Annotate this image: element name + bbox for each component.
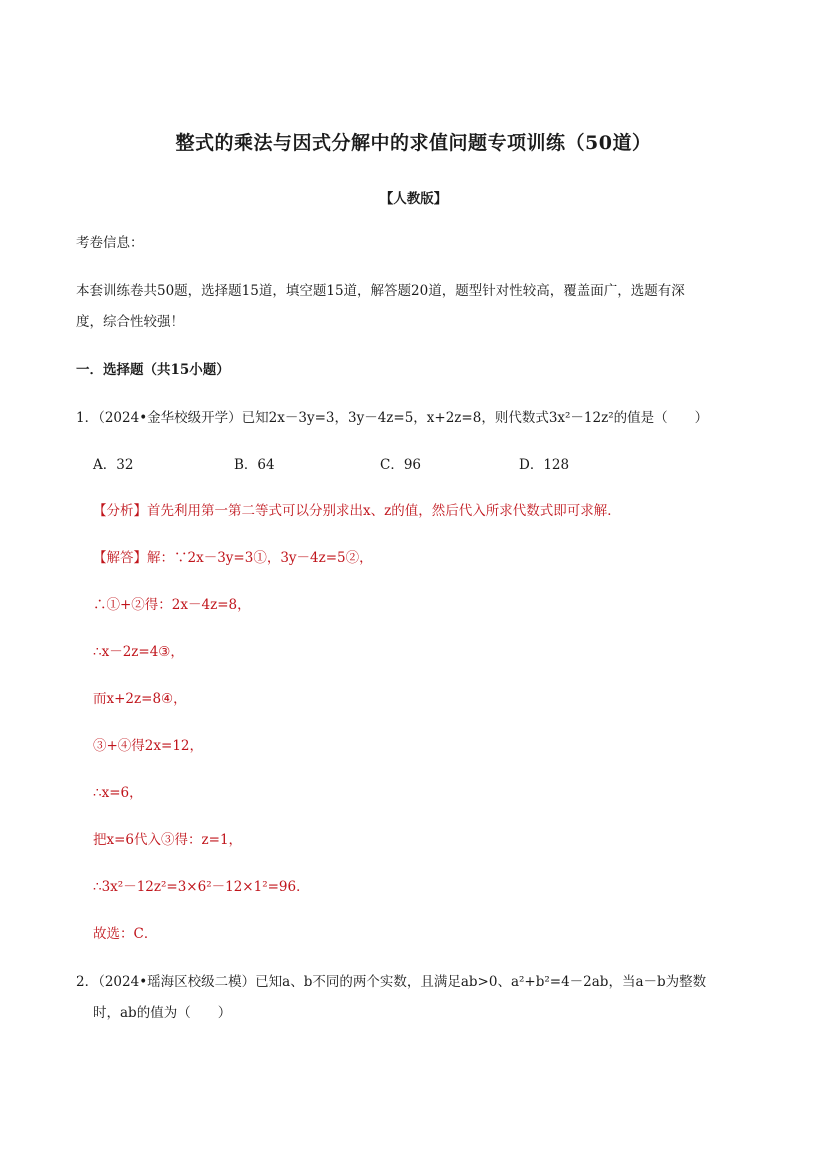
intro-line-1: 本套训练卷共50题，选择题15道，填空题15道，解答题20道，题型针对性较高，覆盖面广，选题有深 (76, 283, 685, 299)
section-heading-choice: 一．选择题（共15小题） (76, 362, 230, 378)
question-1-option-b: B．64 (234, 457, 275, 473)
question-1-analysis: 【分析】首先利用第一第二等式可以分别求出x、z的值，然后代入所求代数式即可求解． (93, 503, 621, 519)
solution-step: ∴①+②得：2x－4z=8， (93, 597, 251, 613)
document-title: 整式的乘法与因式分解中的求值问题专项训练（50道） (175, 132, 652, 154)
info-label: 考卷信息： (76, 235, 144, 251)
solution-step: ∴x=6， (93, 785, 143, 801)
edition-label: 【人教版】 (379, 191, 448, 207)
question-1-stem: 1．（2024•金华校级开学）已知2x－3y=3，3y－4z=5，x+2z=8，则代数式3x²－12z²的值是（ ） (76, 410, 709, 426)
intro-line-2: 度，综合性较强！ (76, 314, 184, 330)
solution-step: ∴x－2z=4③， (93, 644, 184, 660)
question-2-stem-line-2: 时，ab的值为（ ） (93, 1005, 232, 1021)
question-1-option-a: A．32 (93, 457, 134, 473)
solution-step: 【解答】解：∵2x－3y=3①，3y－4z=5②， (93, 550, 373, 566)
question-1-option-c: C．96 (380, 457, 422, 473)
solution-step: 而x+2z=8④， (93, 691, 187, 707)
solution-step: ∴3x²－12z²=3×6²－12×1²=96． (93, 879, 310, 895)
question-2-stem-line-1: 2．（2024•瑶海区校级二模）已知a、b不同的两个实数，且满足ab>0、a²+b²=4－2ab，当a－b为整数 (76, 974, 707, 990)
question-1-option-d: D．128 (519, 457, 570, 473)
solution-step: ③+④得2x=12， (93, 738, 204, 754)
solution-step: 把x=6代入③得：z=1， (93, 832, 243, 848)
solution-answer: 故选：C． (93, 926, 158, 942)
